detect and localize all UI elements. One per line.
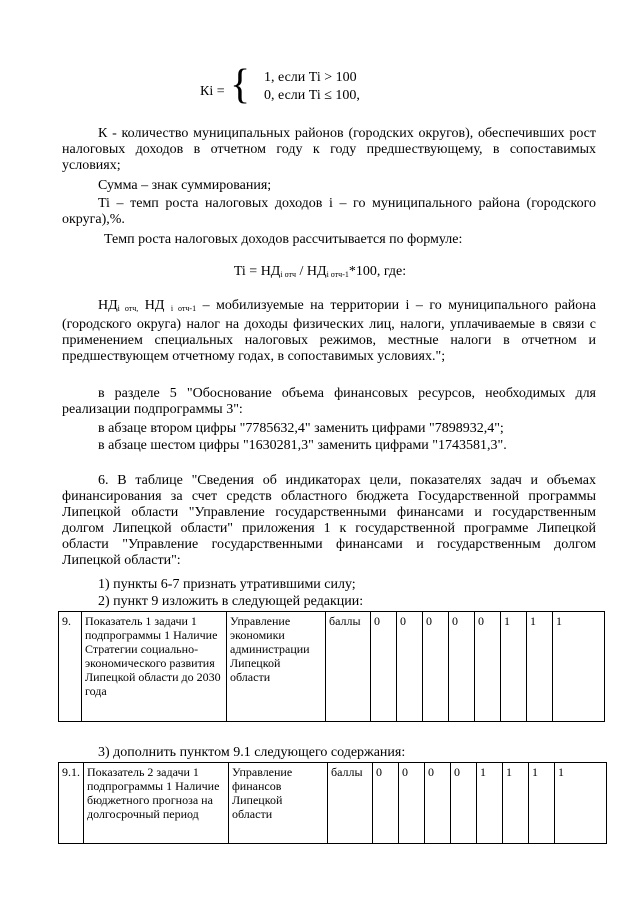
table-indicator-9-1 [58, 762, 607, 844]
ki-formula-lhs: Кi = [200, 84, 225, 99]
cell-value: 0 [397, 612, 423, 722]
cell-value: 1 [529, 763, 555, 844]
growth-rate-formula-sub-2: i отч-1 [326, 270, 349, 279]
paragraph-nd-definition [62, 298, 596, 365]
cell-value: 0 [451, 763, 477, 844]
cell-number: 9.1. [59, 763, 84, 844]
line-growth-rate-intro: Темп роста налоговых доходов рассчитывается по формуле: [104, 232, 463, 247]
nd-sub-1: i отч, [117, 304, 139, 313]
nd-term-a: НД [98, 298, 118, 313]
nd-term-b: НД [138, 298, 171, 313]
line-abzac-2: в абзаце втором цифры "7785632,4" заменить цифрами "7898932,4"; [98, 421, 504, 436]
cell-value: 1 [555, 763, 607, 844]
table-row [59, 612, 605, 722]
cell-value: 0 [425, 763, 451, 844]
cell-indicator-name: Показатель 2 задачи 1 подпрограммы 1 Наличие бюджетного прогноза на долгосрочный период [84, 763, 229, 844]
cell-number: 9. [59, 612, 82, 722]
line-sum-definition: Сумма – знак суммирования; [98, 178, 272, 193]
nd-definition-text: – мобилизуемые на территории i – го муниципального района (городского округа) налог на доходы физических лиц, налоги, уплачиваемые в связи с применением специальных налоговых режимов, местные налоги в отчетном и предшествующем отчетному годах, в сопоставимых условиях."; [62, 298, 596, 364]
cell-organization: Управление экономики администрации Липецкой области [227, 612, 326, 722]
cell-value: 0 [475, 612, 501, 722]
paragraph-item-6: 6. В таблице "Сведения об индикаторах цели, показателях задач и объемах финансирования за счет средств областного бюджета Государственной программы Липецкой области "Управление государственными финансами и государственным долгом Липецкой области" приложения 1 к государственной программе Липецкой области "Управление государственными финансами и государственным долгом Липецкой области": [62, 473, 596, 568]
paragraph-k-definition: К - количество муниципальных районов (городских округов), обеспечивших рост налоговых доходов в отчетном году к году предшествующему, в сопоставимых условиях; [62, 126, 596, 173]
line-abzac-6: в абзаце шестом цифры "1630281,3" заменить цифрами "1743581,3". [98, 438, 507, 453]
growth-rate-formula-mid: / НД [296, 264, 327, 279]
cell-value: 0 [449, 612, 475, 722]
list-item-1: 1) пункты 6-7 признать утратившими силу; [98, 577, 356, 592]
paragraph-section-5: в разделе 5 "Обоснование объема финансовых ресурсов, необходимых для реализации подпрограммы 3": [62, 386, 596, 417]
list-item-2: 2) пункт 9 изложить в следующей редакции: [98, 594, 364, 609]
table-indicator-9 [58, 611, 605, 722]
cell-value: 0 [399, 763, 425, 844]
nd-sub-2: i отч-1 [170, 304, 197, 313]
cell-value: 1 [477, 763, 503, 844]
growth-rate-formula-tail: *100, где: [348, 264, 407, 279]
cell-value: 0 [373, 763, 399, 844]
cell-value: 1 [553, 612, 605, 722]
growth-rate-formula [0, 264, 640, 280]
ki-formula-case-2: 0, если Ti ≤ 100, [264, 88, 360, 103]
cell-value: 1 [503, 763, 529, 844]
cell-unit: баллы [326, 612, 371, 722]
growth-rate-formula-main: Ti = НД [233, 264, 281, 279]
cell-value: 1 [527, 612, 553, 722]
list-item-3: 3) дополнить пунктом 9.1 следующего содержания: [98, 745, 406, 760]
growth-rate-formula-sub-1: i отч [280, 270, 296, 279]
cell-unit: баллы [328, 763, 373, 844]
ki-formula [200, 62, 460, 110]
cell-organization: Управление финансов Липецкой области [229, 763, 328, 844]
ki-formula-case-1: 1, если Ti > 100 [264, 70, 357, 85]
paragraph-t-definition: Ti – темп роста налоговых доходов i – го муниципального района (городского округа),%. [62, 196, 596, 227]
table-row [59, 763, 607, 844]
cell-indicator-name: Показатель 1 задачи 1 подпрограммы 1 Наличие Стратегии социально-экономического развития Липецкой области до 2030 года [82, 612, 227, 722]
cell-value: 0 [423, 612, 449, 722]
cell-value: 1 [501, 612, 527, 722]
cell-value: 0 [371, 612, 397, 722]
ki-formula-brace: { [230, 62, 251, 108]
